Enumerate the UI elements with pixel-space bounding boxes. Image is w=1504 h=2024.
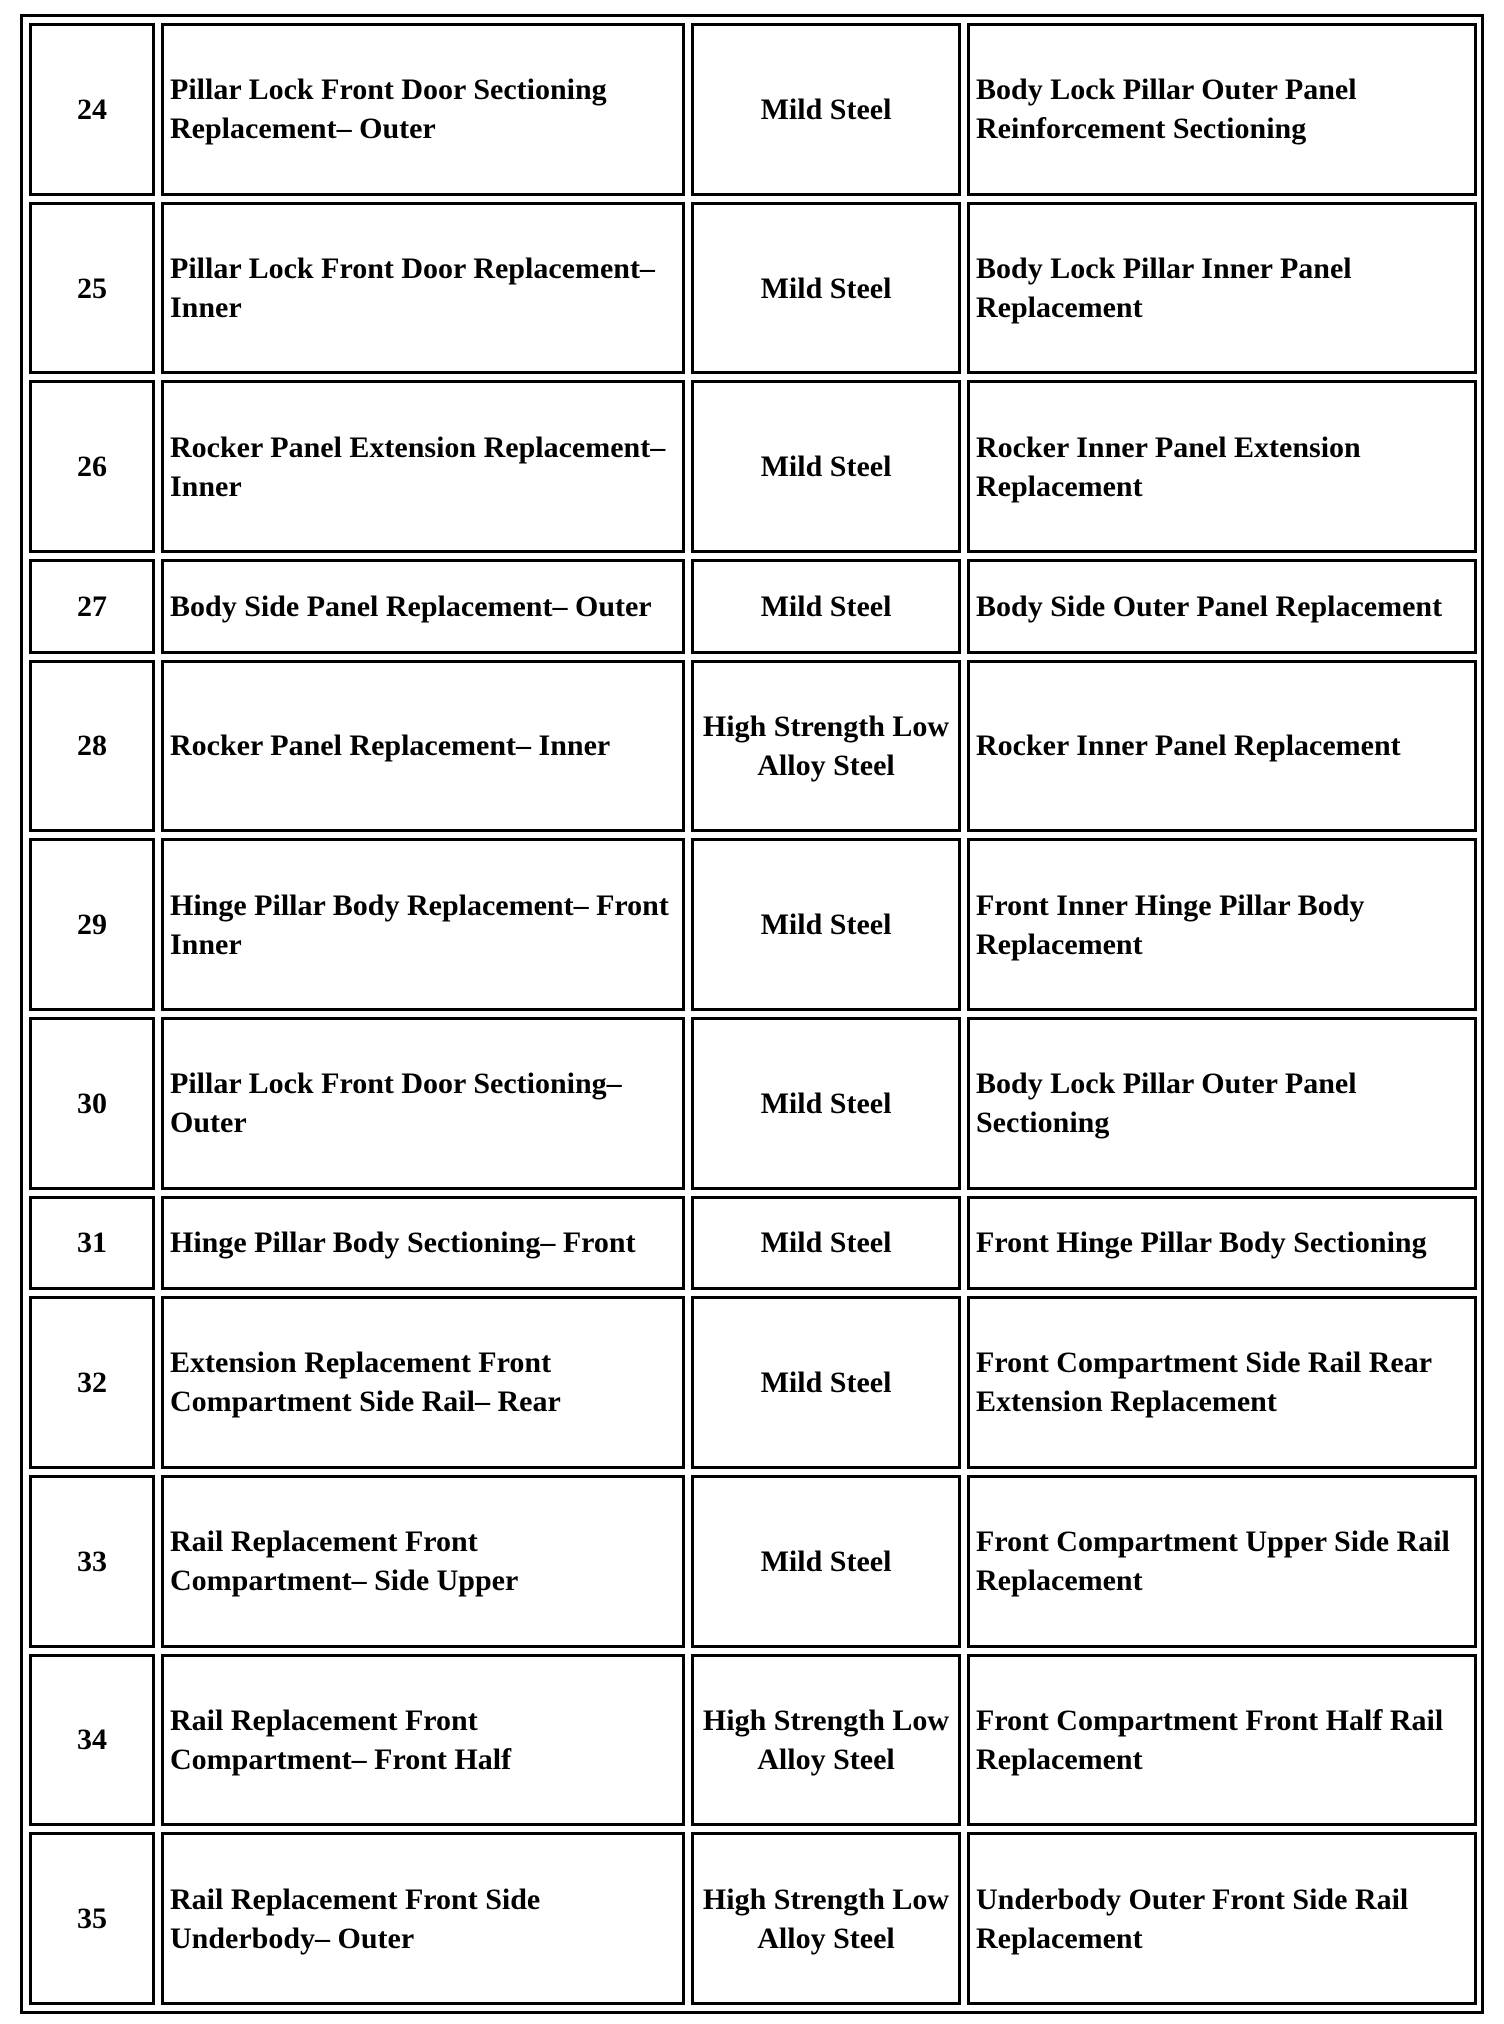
table-row bbox=[29, 1832, 1477, 2005]
material-cell: High Strength Low Alloy Steel bbox=[691, 1654, 961, 1827]
part-name-cell: Front Compartment Front Half Rail Replacement bbox=[967, 1654, 1477, 1827]
part-name-cell: Front Compartment Side Rail Rear Extension Replacement bbox=[967, 1296, 1477, 1469]
row-number: 31 bbox=[29, 1196, 155, 1290]
table-row bbox=[29, 1475, 1477, 1648]
table-row bbox=[29, 23, 1477, 196]
row-number: 29 bbox=[29, 838, 155, 1011]
table-row bbox=[29, 559, 1477, 653]
table-row bbox=[29, 202, 1477, 375]
procedure-cell: Hinge Pillar Body Replacement– Front Inner bbox=[161, 838, 685, 1011]
row-number: 25 bbox=[29, 202, 155, 375]
material-cell: Mild Steel bbox=[691, 1017, 961, 1190]
material-cell: Mild Steel bbox=[691, 838, 961, 1011]
procedure-cell: Body Side Panel Replacement– Outer bbox=[161, 559, 685, 653]
material-cell: Mild Steel bbox=[691, 202, 961, 375]
table-row bbox=[29, 1196, 1477, 1290]
part-name-cell: Front Inner Hinge Pillar Body Replacement bbox=[967, 838, 1477, 1011]
procedure-cell: Pillar Lock Front Door Sectioning– Outer bbox=[161, 1017, 685, 1190]
part-name-cell: Body Lock Pillar Outer Panel Sectioning bbox=[967, 1017, 1477, 1190]
table-row bbox=[29, 380, 1477, 553]
part-name-cell: Body Lock Pillar Inner Panel Replacement bbox=[967, 202, 1477, 375]
material-cell: Mild Steel bbox=[691, 1475, 961, 1648]
row-number: 30 bbox=[29, 1017, 155, 1190]
procedure-cell: Rail Replacement Front Compartment– Front Half bbox=[161, 1654, 685, 1827]
document-page bbox=[20, 14, 1484, 2014]
part-name-cell: Body Lock Pillar Outer Panel Reinforcement Sectioning bbox=[967, 23, 1477, 196]
procedure-cell: Rail Replacement Front Compartment– Side Upper bbox=[161, 1475, 685, 1648]
part-name-cell: Front Compartment Upper Side Rail Replacement bbox=[967, 1475, 1477, 1648]
table-row bbox=[29, 1017, 1477, 1190]
material-cell: Mild Steel bbox=[691, 1196, 961, 1290]
procedure-cell: Rocker Panel Replacement– Inner bbox=[161, 660, 685, 833]
part-name-cell: Body Side Outer Panel Replacement bbox=[967, 559, 1477, 653]
row-number: 27 bbox=[29, 559, 155, 653]
procedure-cell: Pillar Lock Front Door Sectioning Replacement– Outer bbox=[161, 23, 685, 196]
row-number: 33 bbox=[29, 1475, 155, 1648]
material-cell: Mild Steel bbox=[691, 23, 961, 196]
table-row bbox=[29, 1296, 1477, 1469]
material-cell: High Strength Low Alloy Steel bbox=[691, 1832, 961, 2005]
row-number: 34 bbox=[29, 1654, 155, 1827]
table-row bbox=[29, 1654, 1477, 1827]
procedure-cell: Extension Replacement Front Compartment Side Rail– Rear bbox=[161, 1296, 685, 1469]
procedure-cell: Hinge Pillar Body Sectioning– Front bbox=[161, 1196, 685, 1290]
procedure-cell: Rocker Panel Extension Replacement– Inner bbox=[161, 380, 685, 553]
material-cell: Mild Steel bbox=[691, 1296, 961, 1469]
table-row bbox=[29, 838, 1477, 1011]
parts-table bbox=[23, 17, 1483, 2011]
material-cell: Mild Steel bbox=[691, 559, 961, 653]
row-number: 28 bbox=[29, 660, 155, 833]
table-row bbox=[29, 660, 1477, 833]
part-name-cell: Front Hinge Pillar Body Sectioning bbox=[967, 1196, 1477, 1290]
row-number: 32 bbox=[29, 1296, 155, 1469]
row-number: 26 bbox=[29, 380, 155, 553]
row-number: 35 bbox=[29, 1832, 155, 2005]
material-cell: High Strength Low Alloy Steel bbox=[691, 660, 961, 833]
part-name-cell: Rocker Inner Panel Replacement bbox=[967, 660, 1477, 833]
row-number: 24 bbox=[29, 23, 155, 196]
part-name-cell: Rocker Inner Panel Extension Replacement bbox=[967, 380, 1477, 553]
procedure-cell: Rail Replacement Front Side Underbody– Outer bbox=[161, 1832, 685, 2005]
part-name-cell: Underbody Outer Front Side Rail Replacement bbox=[967, 1832, 1477, 2005]
procedure-cell: Pillar Lock Front Door Replacement– Inner bbox=[161, 202, 685, 375]
material-cell: Mild Steel bbox=[691, 380, 961, 553]
